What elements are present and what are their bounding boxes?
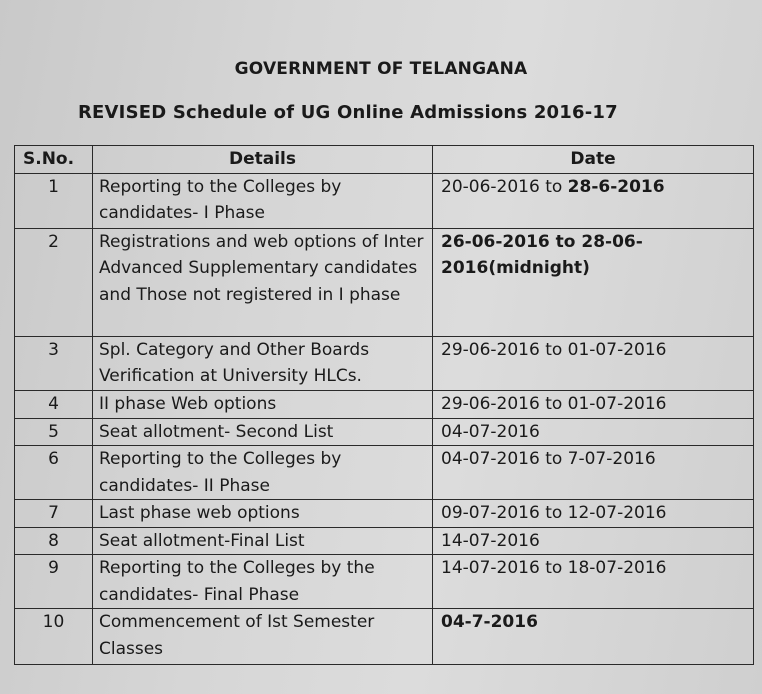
- column-header-date: Date: [433, 146, 754, 174]
- date-cell: [433, 446, 754, 500]
- details-cell: Reporting to the Colleges by candidates- I Phase: [93, 173, 433, 228]
- table-row: [15, 390, 754, 418]
- details-cell: Reporting to the Colleges by the candidates- Final Phase: [93, 555, 433, 609]
- date-text: 04-07-2016: [441, 421, 540, 442]
- schedule-table: [14, 145, 754, 665]
- details-cell: Seat allotment- Second List: [93, 418, 433, 446]
- date-cell: [433, 500, 754, 528]
- sno-cell: 4: [15, 390, 93, 418]
- column-header-sno: S.No.: [15, 146, 93, 174]
- table-row: [15, 500, 754, 528]
- table-header-row: [15, 146, 754, 174]
- date-bold-text: 28-6-2016: [567, 176, 665, 197]
- details-cell: II phase Web options: [93, 390, 433, 418]
- date-bold-text: 04-7-2016: [441, 612, 538, 632]
- date-cell: [433, 173, 754, 228]
- date-text: 20-06-2016 to: [441, 176, 568, 197]
- date-cell: [433, 527, 754, 555]
- details-cell: Seat allotment-Final List: [93, 527, 433, 555]
- schedule-title: REVISED Schedule of UG Online Admissions 2016-17: [78, 102, 618, 123]
- date-cell: [433, 418, 754, 446]
- date-text: 29-06-2016 to 01-07-2016: [441, 339, 667, 360]
- table-row: [15, 336, 754, 390]
- table-row: [15, 527, 754, 555]
- date-text: 09-07-2016 to 12-07-2016: [441, 503, 667, 523]
- sno-cell: 7: [15, 500, 93, 528]
- date-cell: [433, 555, 754, 609]
- table-row: [15, 446, 754, 500]
- details-cell: Spl. Category and Other Boards Verification at University HLCs.: [93, 336, 433, 390]
- sno-cell: 3: [15, 336, 93, 390]
- column-header-details: Details: [93, 146, 433, 174]
- date-bold-text: 26-06-2016 to 28-06-2016(midnight): [441, 231, 643, 278]
- date-text: 14-07-2016: [441, 530, 540, 551]
- sno-cell: 2: [15, 228, 93, 336]
- government-heading: GOVERNMENT OF TELANGANA: [234, 59, 528, 79]
- table-row: [15, 228, 754, 336]
- sno-cell: 9: [15, 555, 93, 609]
- details-cell: Last phase web options: [93, 500, 433, 528]
- sno-cell: 10: [15, 609, 93, 665]
- sno-cell: 6: [15, 446, 93, 500]
- date-text: 14-07-2016 to 18-07-2016: [441, 558, 667, 578]
- date-cell: [433, 609, 754, 665]
- details-cell: Commencement of Ist Semester Classes: [93, 609, 433, 665]
- sno-cell: 1: [15, 173, 93, 228]
- table-row: [15, 418, 754, 446]
- table-row: [15, 555, 754, 609]
- date-cell: [433, 228, 754, 336]
- date-cell: [433, 336, 754, 390]
- sno-cell: 5: [15, 418, 93, 446]
- details-cell: Registrations and web options of Inter Advanced Supplementary candidates and Those not registered in I phase: [93, 228, 433, 336]
- date-text: 04-07-2016 to 7-07-2016: [441, 449, 656, 469]
- details-cell: Reporting to the Colleges by candidates- II Phase: [93, 446, 433, 500]
- date-cell: [433, 390, 754, 418]
- date-text: 29-06-2016 to 01-07-2016: [441, 393, 667, 414]
- table-row: [15, 609, 754, 665]
- table-row: [15, 173, 754, 228]
- sno-cell: 8: [15, 527, 93, 555]
